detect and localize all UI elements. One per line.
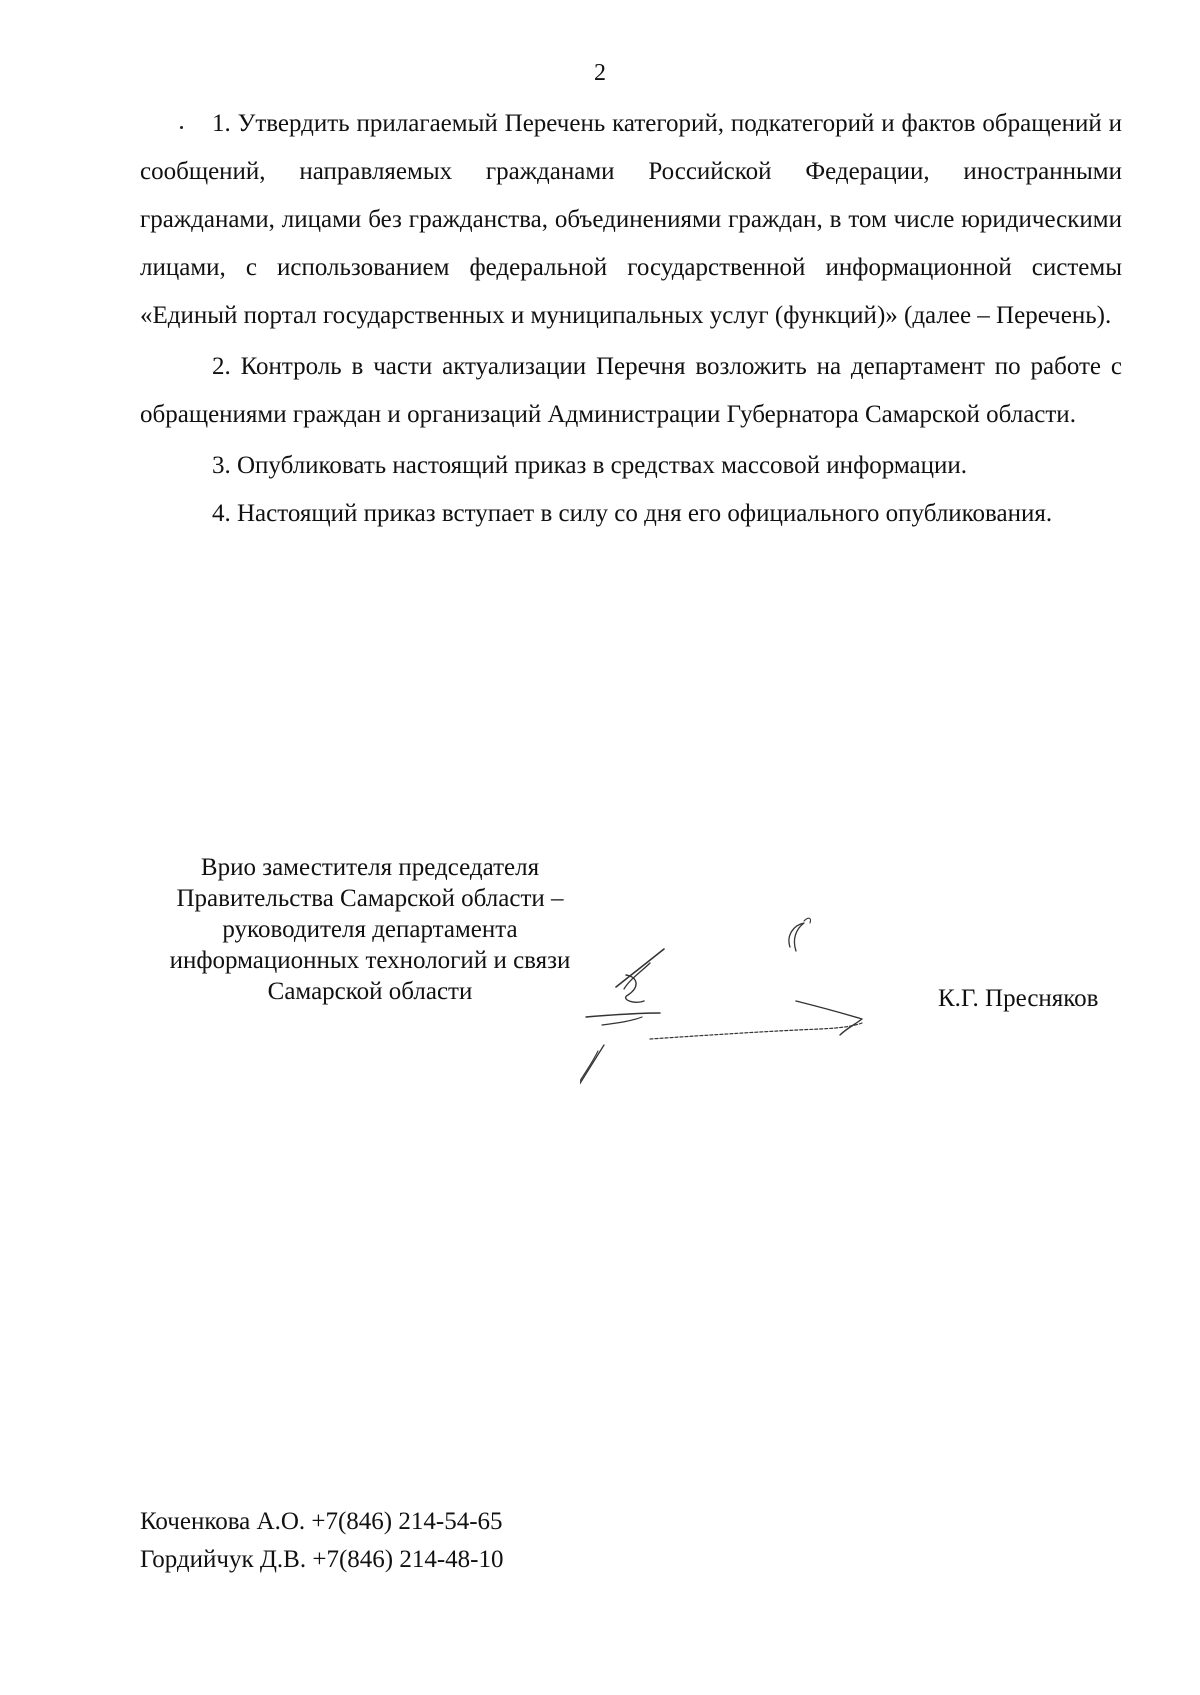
position-line: Правительства Самарской области – [176, 885, 564, 912]
position-line: Врио заместителя председателя [200, 854, 540, 881]
handwritten-signature [580, 905, 940, 1085]
paragraph-1: 1. Утвердить прилагаемый Перечень категорий, подкатегорий и фактов обращений и сообщений, направляемых гражданами Российской Федерации, иностранными гражданами, лицами без гражданства, объединениями граждан, в том числе юридическими лицами, с использованием федеральной государственной информационной системы «Единый портал государственных и муниципальных услуг (функций)» (далее – Перечень). [140, 110, 1122, 329]
contact-list [140, 1503, 504, 1579]
contact-line: Гордийчук Д.В. +7(846) 214-48-10 [140, 1546, 504, 1573]
signatory-position [130, 852, 610, 1007]
document-body [140, 100, 1122, 538]
paragraph-3: 3. Опубликовать настоящий приказ в средствах массовой информации. [212, 452, 968, 479]
paragraph-2: 2. Контроль в части актуализации Перечня возложить на департамент по работе с обращениями граждан и организаций Администрации Губернатора Самарской области. [140, 353, 1122, 428]
position-line: информационных технологий и связи [169, 947, 571, 974]
paragraph-4: 4. Настоящий приказ вступает в силу со дня его официального опубликования. [212, 500, 1053, 527]
contact-line: Коченкова А.О. +7(846) 214-54-65 [140, 1508, 503, 1535]
position-line: Самарской области [267, 978, 473, 1005]
page-number: 2 [594, 60, 606, 86]
position-line: руководителя департамента [222, 916, 518, 943]
signatory-name: К.Г. Пресняков [938, 985, 1099, 1012]
